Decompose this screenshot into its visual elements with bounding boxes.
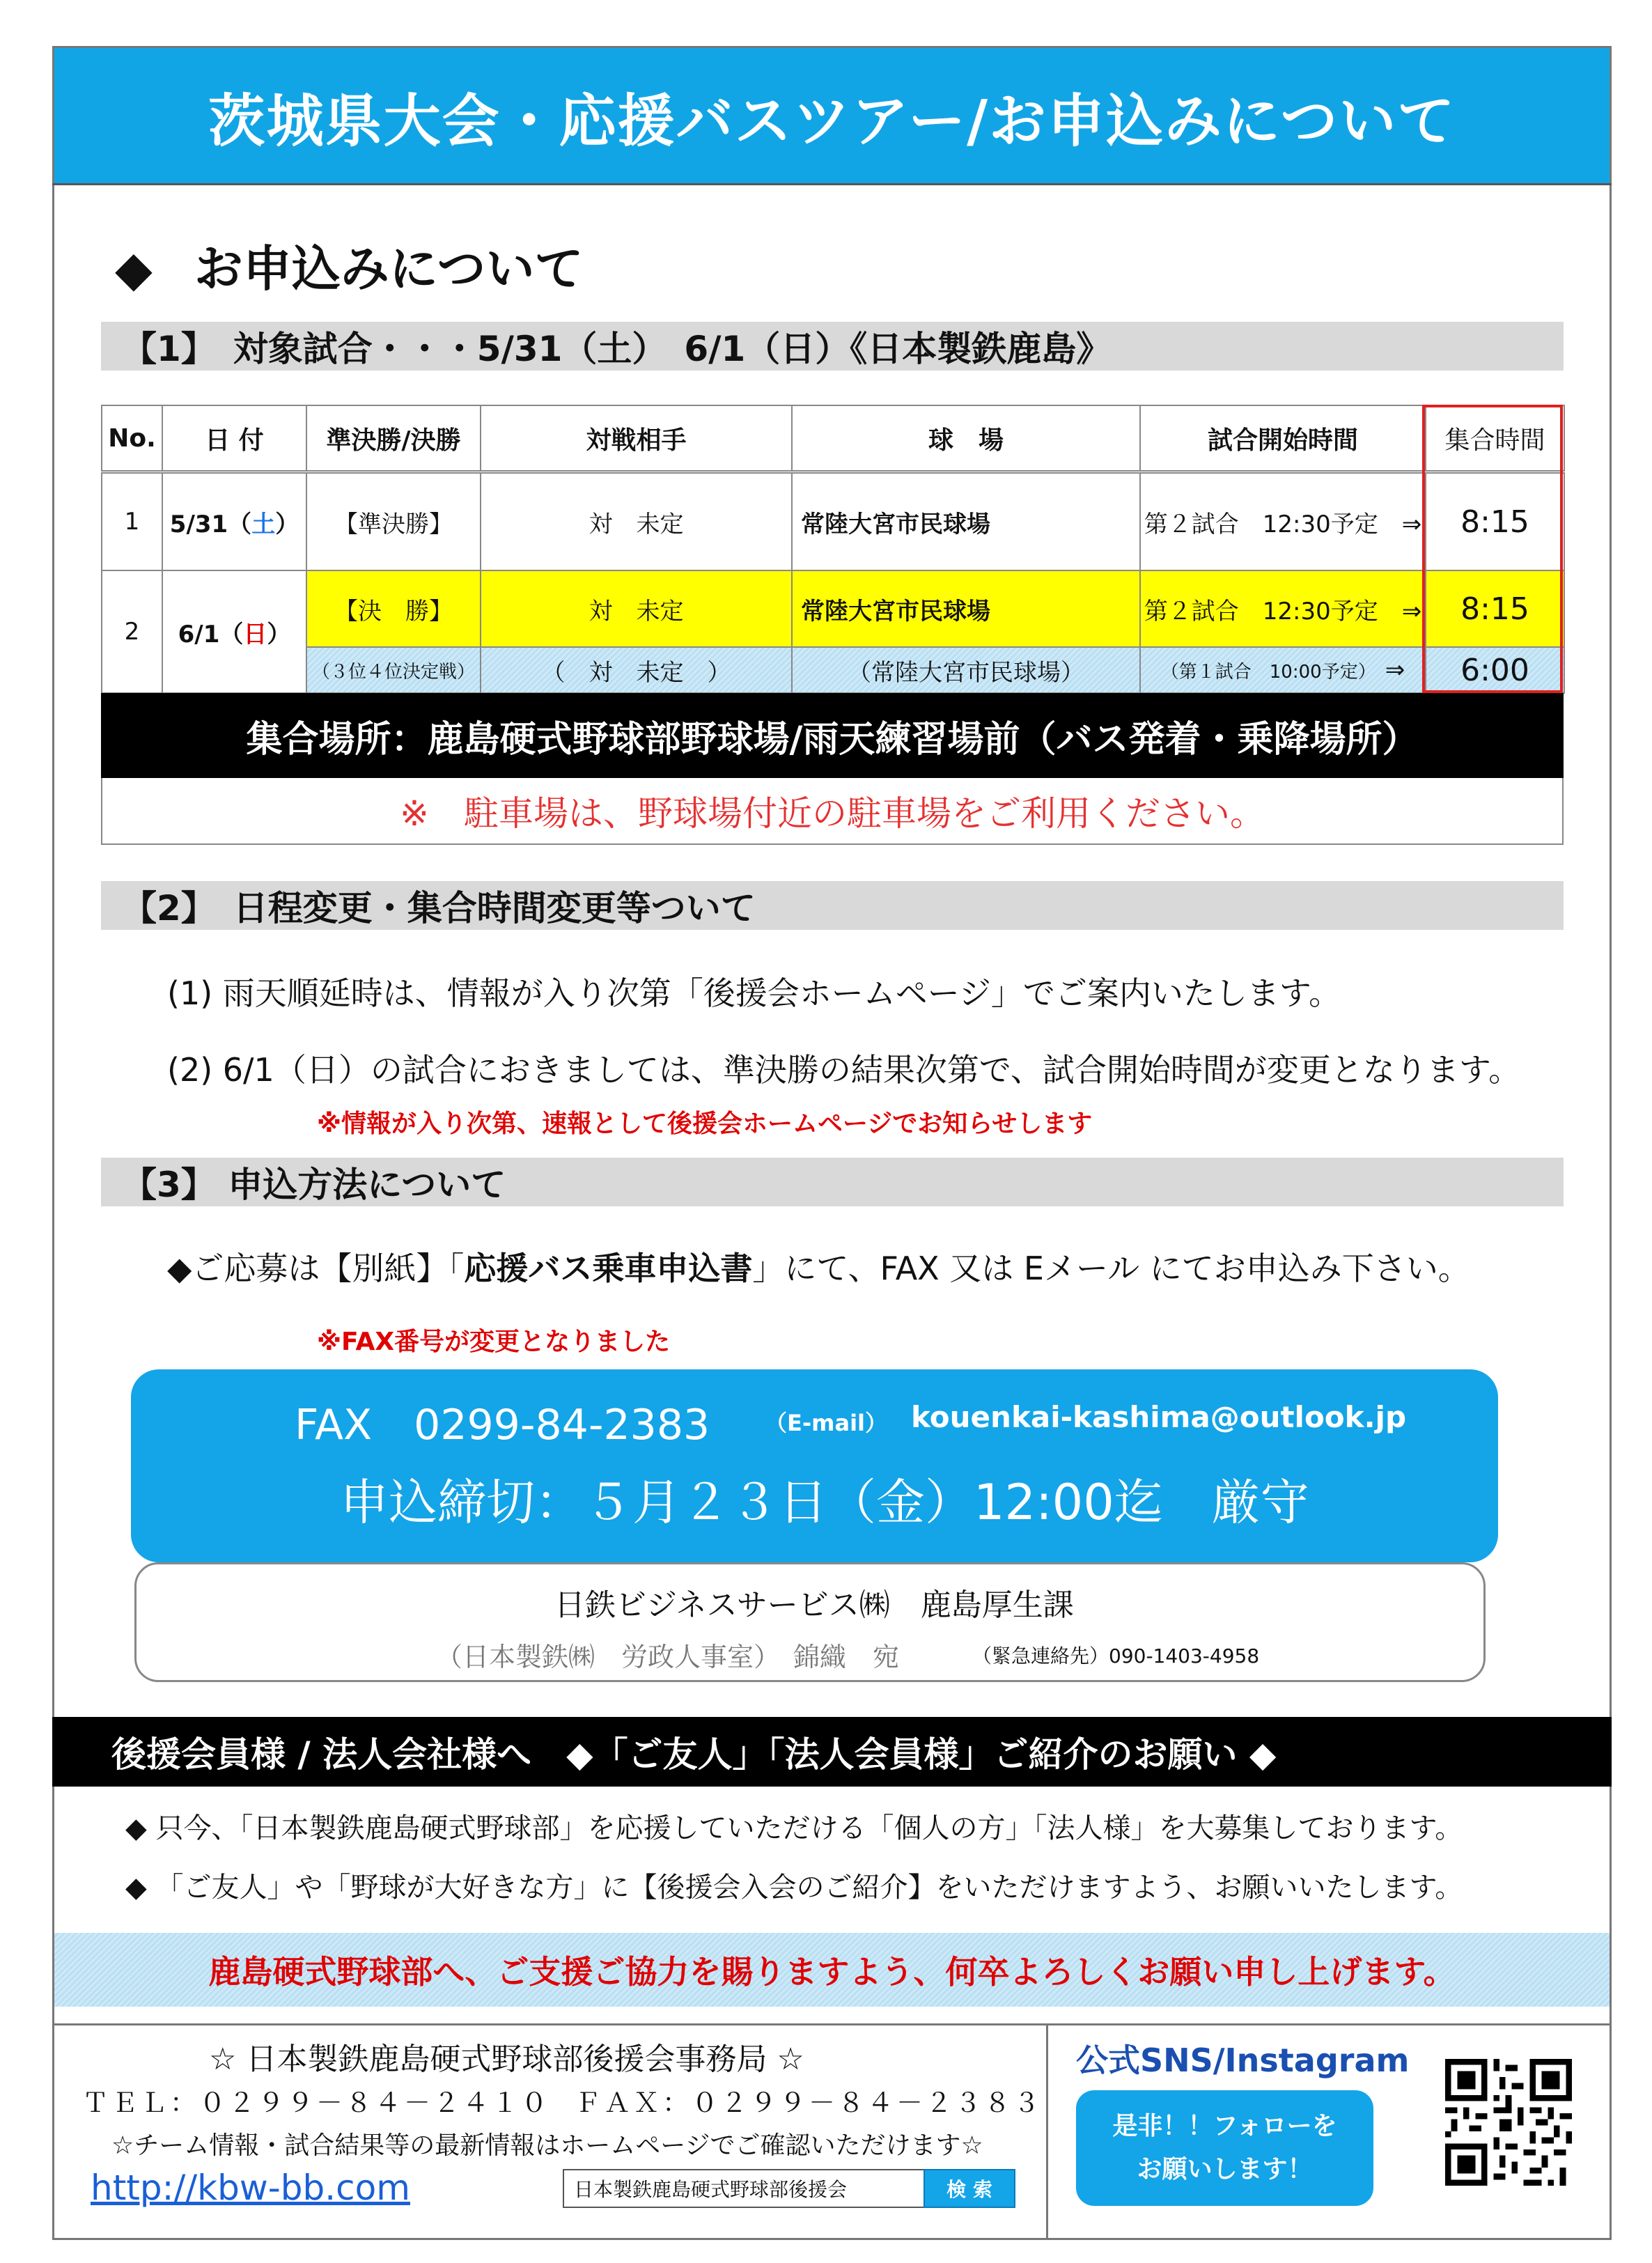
header-no: No. [102,405,162,472]
contact-box [131,1369,1498,1562]
row-opponent: （ 対 未定 ） [481,647,792,693]
arrow-icon: ⇒ [1401,510,1422,538]
supporters-bar: 後援会員様 / 法人会社様へ ◆「ご友人」「法人会員様」ご紹介のお願い ◆ [52,1717,1612,1787]
divider [1046,2025,1048,2240]
sns-title: 公式SNS/Instagram [1076,2042,1410,2079]
start-time: 第２試合 12:30予定 [1144,597,1378,625]
row-opponent: 対 未定 [481,472,792,571]
follow-line1: 是非！！フォローを [1112,2112,1337,2140]
deadline: 申込締切：５月２３日（金）12:00迄 厳守 [340,1474,1309,1531]
section2-bar: 【2】 日程変更・集合時間変更等ついて [101,881,1564,930]
date-text: 6/1（ [178,620,244,648]
search-button[interactable]: 検 索 [924,2169,1015,2208]
meet-time-highlight [1422,405,1563,693]
section3-text [167,1243,1470,1289]
apply-text-end: 」にて、FAX 又は Eメール にてお申込み下さい。 [752,1250,1470,1287]
row-date [162,570,306,693]
page-frame [52,46,1612,2240]
homepage-link[interactable]: http://kbw-bb.com [91,2168,410,2208]
follow-button[interactable] [1076,2090,1373,2206]
date-text-end: ） [267,620,291,648]
office-tel: ＴＥＬ：０２９９－８４－２４１０ [82,2087,551,2118]
row-venue: 常陸大宮市民球場 [792,472,1140,571]
section2-note: ※情報が入り次第、速報として後援会ホームページでお知らせします [317,1110,1093,1138]
row-meet: 8:15 [1426,472,1564,571]
row-meet: 8:15 [1426,570,1564,647]
row-no: 1 [102,472,162,571]
follow-line2: お願いします！ [1137,2155,1313,2184]
supporters-bullet1: ◆ 只今、「日本製鉄鹿島硬式野球部」を応援していただける「個人の方」「法人様」を大募集しております。 [125,1812,1463,1844]
header-round: 準決勝/決勝 [306,405,481,472]
row-start [1140,472,1426,571]
start-time: （第１試合 10:00予定） [1160,662,1367,683]
arrow-icon: ⇒ [1401,597,1422,625]
row-meet: 6:00 [1426,647,1564,693]
email-address[interactable]: kouenkai-kashima@outlook.jp [911,1400,1407,1434]
application-form-name: 応援バス乗車申込書 [464,1250,753,1287]
section1-bar: 【1】 対象試合・・・5/31（土） 6/1（日）《日本製鉄鹿島》 [101,322,1564,371]
header-start: 試合開始時間 [1140,405,1426,472]
emergency-contact: （緊急連絡先）090-1403-4958 [972,1644,1260,1667]
row-round: （３位４位決定戦） [306,647,481,693]
table-row [102,647,1564,693]
day-sunday: 日 [243,620,267,648]
apply-text: ◆ご応募は【別紙】「 [167,1250,465,1287]
meeting-place: 集合場所：鹿島硬式野球部野球場/雨天練習場前（バス発着・乗降場所） [101,693,1564,778]
row-no: 2 [102,570,162,693]
divider [52,2023,1612,2025]
heading-text: お申込みについて [194,240,584,297]
header-opponent: 対戦相手 [481,405,792,472]
search-input[interactable]: 日本製鉄鹿島硬式野球部後援会 [563,2169,925,2208]
row-opponent: 対 未定 [481,570,792,647]
table-row [102,570,1564,647]
info-note: ☆チーム情報・試合結果等の最新情報はホームページでご確認いただけます☆ [111,2131,983,2160]
header-date: 日 付 [162,405,306,472]
header-meet: 集合時間 [1426,405,1564,472]
contact-person: （日本製鉄㈱ 労政人事室） 錦織 宛 [436,1642,900,1672]
email-label: （E-mail） [765,1410,888,1436]
office-fax: ＦＡＸ：０２９９－８４－２３８３ [575,2087,1043,2118]
org-name: 日鉄ビジネスサービス㈱ 鹿島厚生課 [554,1587,1074,1623]
row-start [1140,647,1426,693]
day-saturday: 土 [251,510,276,538]
date-text: 5/31（ [169,510,252,538]
page-title: 茨城県大会・応援バスツアー/お申込みについて [54,48,1610,185]
diamond-icon: ◆ [115,240,153,297]
row-start [1140,570,1426,647]
table-row [102,472,1564,571]
divider [52,183,1612,185]
contact-org-box [134,1562,1486,1682]
parking-note: ※ 駐車場は、野球場付近の駐車場をご利用ください。 [101,778,1564,845]
row-round: 【決 勝】 [306,570,481,647]
start-time: 第２試合 12:30予定 [1144,510,1378,538]
section3-bar: 【3】 申込方法について [101,1158,1564,1206]
support-request-banner: 鹿島硬式野球部へ、ご支援ご協力を賜りますよう、何卒よろしくお願い申し上げます。 [54,1933,1610,2007]
header-venue: 球 場 [792,405,1140,472]
fax-number: FAX 0299-84-2383 [295,1401,710,1449]
row-round: 【準決勝】 [306,472,481,571]
table-header [102,405,1564,472]
section-heading [115,230,583,300]
fax-change-note: ※FAX番号が変更となりました [317,1328,671,1356]
date-text-end: ） [275,510,299,538]
section2-item1: (1) 雨天順延時は、情報が入り次第「後援会ホームページ」でご案内いたします。 [167,974,1341,1012]
section2-item2: (2) 6/1（日）の試合におきましては、準決勝の結果次第で、試合開始時間が変更となります。 [167,1051,1521,1089]
arrow-icon: ⇒ [1385,656,1405,684]
schedule-table [101,405,1565,694]
row-venue: （常陸大宮市民球場） [792,647,1140,693]
office-name: ☆ 日本製鉄鹿島硬式野球部後援会事務局 ☆ [209,2042,804,2077]
supporters-bullet2: ◆ 「ご友人」や「野球が大好きな方」に【後援会入会のご紹介】をいただけますよう、お願いいたします。 [125,1872,1463,1904]
row-venue: 常陸大宮市民球場 [792,570,1140,647]
row-date [162,472,306,571]
qr-code-icon[interactable] [1445,2059,1572,2186]
